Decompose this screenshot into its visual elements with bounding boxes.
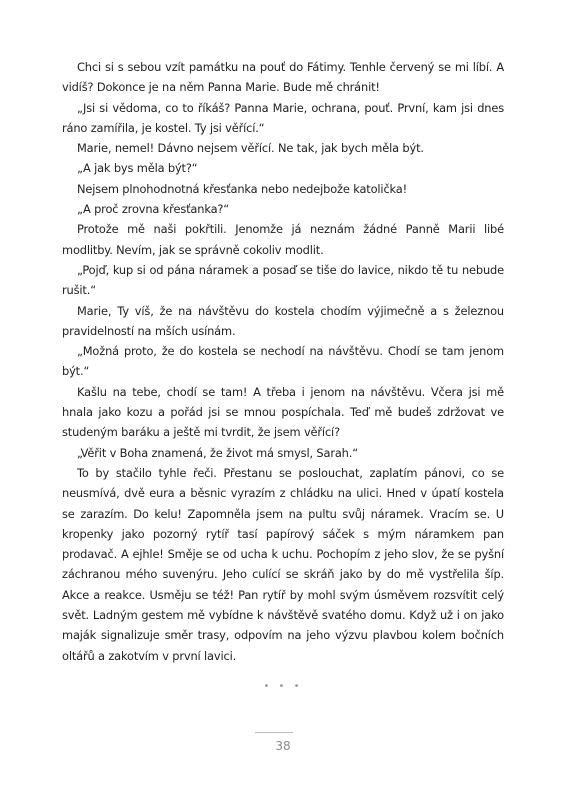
paragraph: Nejsem plnohodnotná křesťanka nebo nedejbože katolička! [77, 181, 408, 196]
footer-rule [255, 732, 293, 733]
paragraph: Kašlu na tebe, chodí se tam! A třeba i jenom na návštěvu. Včera jsi mě hnala jako kozu a pořád jsi se mnou pospíchala. Teď mě budeš zdržovat ve studeným baráku a ještě mi tvrdit, že jsem věřící? [62, 384, 504, 440]
paragraph: „Pojď, kup si od pána náramek a posaď se tiše do lavice, nikdo tě tu nebude rušit.“ [62, 262, 504, 298]
paragraph: „Věřit v Boha znamená, že život má smysl, Sarah.“ [77, 445, 358, 460]
paragraph: „Možná proto, že do kostela se nechodí na návštěvu. Chodí se tam jenom být.“ [62, 344, 504, 379]
paragraph: Chci si s sebou vzít památku na pouť do Fátimy. Tenhle červený se mi líbí. A vidíš? Dokonce je na něm Panna Marie. Bude mě chránit! [62, 60, 504, 95]
paragraph: „A jak bys měla být?“ [77, 161, 198, 176]
paragraph: Marie, Ty víš, že na návštěvu do kostela chodím výjimečně a s železnou pravidelností na mších usínám. [62, 303, 504, 338]
paragraph: Protože mě naši pokřtili. Jenomže já neznám žádné Panně Marii libé modlitby. Nevím, jak se správně cokoliv modlit. [62, 222, 504, 257]
page-number: 38 [275, 739, 291, 753]
paragraph: „Jsi si vědoma, co to říkáš? Panna Marie, ochrana, pouť. První, kam jsi dnes ráno zamířila, je kostel. Ty jsi věřící.“ [62, 100, 504, 135]
body-text [62, 57, 504, 666]
paragraph: „A proč zrovna křesťanka?“ [77, 202, 230, 217]
paragraph: To by stačilo tyhle řeči. Přestanu se poslouchat, zaplatím pánovi, co se neusmívá, dvě eura a běsnic vyrazím z chládku na ulici. Hned v úpatí kostela se zarazím. Do kelu! Zapomněla jsem na pultu svůj náramek. Vracím se. U kropenky jako pozorný rytíř tasí papírový sáček s mým náramkem pan prodavač. A ejhle! Směje se od ucha k uchu. Pochopím z jeho slov, že se pyšní záchranou mého suvenýru. Jeho culící se skráň jako by do mě vystřelila šíp. Akce a reakce. Usměju se též! Pan rytíř by mohl svým úsměvem rozsvítit celý svět. Ladným gestem mě vybídne k návštěvě svatého domu. Když už i on jako maják signalizuje směr trasy, odpovím na jeho výzvu plavbou kolem bočních oltářů a zakotvím v první lavici. [62, 465, 504, 663]
section-separator: • • • [263, 681, 303, 692]
paragraph: Marie, nemel! Dávno nejsem věřící. Ne tak, jak bych měla být. [77, 141, 424, 156]
